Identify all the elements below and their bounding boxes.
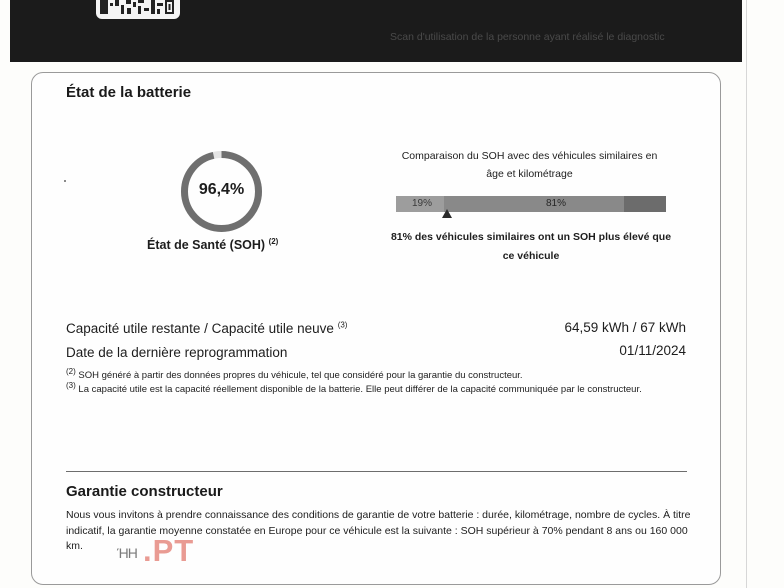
- soh-footnote-ref: (2): [268, 236, 279, 246]
- soh-label-text: État de Santé (SOH): [147, 238, 266, 252]
- capacity-footnote-ref: (3): [337, 320, 348, 330]
- header-band: [10, 0, 742, 62]
- comparison-bar-upper-segment: [444, 196, 624, 212]
- footnote-3-text: La capacité utile est la capacité réellement disponible de la batterie. Elle peut différer de la capacité communiquée par le constructeur.: [78, 384, 642, 395]
- comparison-title: Comparaison du SOH avec des véhicules similaires en âge et kilométrage: [401, 150, 658, 180]
- capacity-value: 64,59 kWh / 67 kWh: [564, 320, 686, 335]
- soh-value: 96,4%: [198, 181, 245, 198]
- scan-mark: ΉΗ: [117, 545, 137, 561]
- qr-code: [96, 0, 180, 19]
- comparison-bar: [396, 196, 666, 212]
- capacity-label: [66, 321, 347, 336]
- reprogramming-date: 01/11/2024: [619, 343, 686, 358]
- soh-label: [147, 238, 278, 252]
- capacity-label-text: Capacité utile restante / Capacité utile neuve: [66, 321, 334, 336]
- footnote-2-text: SOH généré à partir des données propres du véhicule, tel que considéré pour la garantie du constructeur.: [78, 370, 523, 381]
- warranty-section-title: Garantie constructeur: [66, 483, 223, 500]
- warranty-text: Nous vous invitons à prendre connaissance des conditions de garantie de votre batterie : durée, kilométrage, nombre de cycles. À titre indicatif, la garantie moyenne constatée en Europe pour ce véhicule est la suivante : SOH supérieur à 70% pendant 8 ans ou 160 000 km.: [66, 509, 691, 552]
- watermark-stamp: .PT: [143, 533, 195, 568]
- footnote-2-ref: (2): [66, 366, 76, 376]
- page-edge: [746, 0, 747, 588]
- comparison-upper-percent: 81%: [546, 198, 567, 209]
- reprogramming-label: Date de la dernière reprogrammation: [66, 345, 288, 360]
- footnote-3: [66, 380, 686, 398]
- footnote-3-ref: (3): [66, 380, 76, 390]
- scan-speck: [64, 180, 66, 182]
- footnote-2: [66, 366, 686, 384]
- vehicle-position-marker-icon: [441, 208, 453, 219]
- section-divider: [66, 471, 687, 472]
- comparison-caption: 81% des véhicules similaires ont un SOH plus élevé que ce véhicule: [390, 231, 672, 262]
- comparison-lower-percent: 19%: [412, 198, 433, 209]
- battery-section-title: État de la batterie: [66, 84, 192, 101]
- header-note: Scan d'utilisation de la personne ayant réalisé le diagnostic: [390, 31, 665, 43]
